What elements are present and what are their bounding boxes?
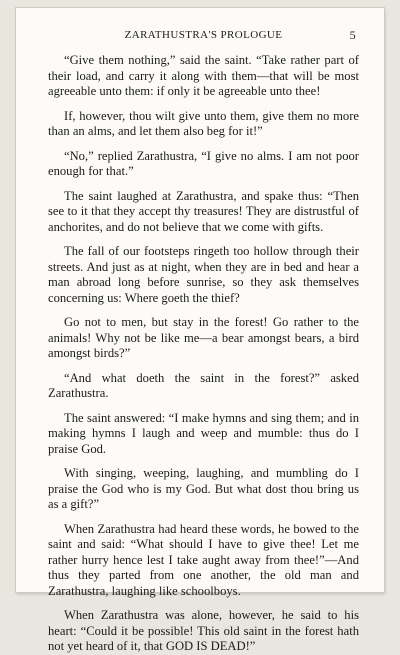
body-text [48,53,359,655]
paragraph: When Zarathustra had heard these words, he bowed to the saint and said: “What should I have to give thee! Let me rather hurry hence lest I take aught away from thee!”—And thus they parted from one another, the old man and Zarathustra, laughing like schoolboys. [48,521,359,598]
paragraph: “No,” replied Zarathustra, “I give no alms. I am not poor enough for that.” [48,148,359,178]
page-number: 5 [349,28,356,42]
book-page [16,8,384,653]
paragraph: If, however, thou wilt give unto them, give them no more than an alms, and let them also beg for it!” [48,108,359,138]
paragraph: The fall of our footsteps ringeth too hollow through their streets. And just as at night, when they are in bed and hear a man abroad long before sunrise, so they ask themselves concerning us: Where goeth the thief? [48,244,359,305]
paragraph: “And what doeth the saint in the forest?” asked Zarathustra. [48,370,359,400]
paragraph: The saint answered: “I make hymns and sing them; and in making hymns I laugh and weep and mumble: thus do I praise God. [48,410,359,456]
chapter-title: ZARATHUSTRA'S PROLOGUE [124,29,283,41]
paragraph: “Give them nothing,” said the saint. “Take rather part of their load, and carry it along with them—that will be most agreeable unto them: if only it be agreeable unto thee! [48,53,359,98]
running-header [48,29,359,47]
paragraph: With singing, weeping, laughing, and mumbling do I praise the God who is my God. But what dost thou bring us as a gift?” [48,466,359,511]
paragraph: Go not to men, but stay in the forest! Go rather to the animals! Why not be like me—a bear amongst bears, a bird amongst birds?” [48,315,359,360]
paragraph: When Zarathustra was alone, however, he said to his heart: “Could it be possible! This old saint in the forest hath not yet heard of it, that GOD IS DEAD!” [48,608,359,653]
paragraph: The saint laughed at Zarathustra, and spake thus: “Then see to it that they accept thy treasures! They are distrustful of anchorites, and do not believe that we come with gifts. [48,188,359,234]
